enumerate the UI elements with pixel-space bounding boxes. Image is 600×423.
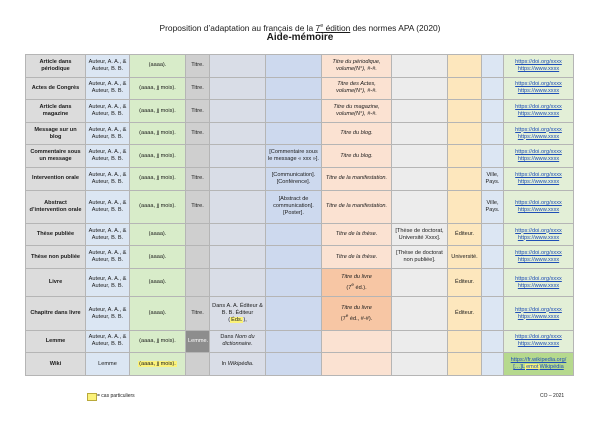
publisher-cell bbox=[448, 190, 482, 223]
web-link[interactable]: https://www.xxxx bbox=[517, 282, 560, 289]
bracket-cell bbox=[266, 122, 322, 145]
author-cell: Auteur, A. A., & Auteur, B. B. bbox=[86, 223, 130, 246]
doi-link[interactable]: https://doi.org/xxxx bbox=[515, 126, 562, 133]
bracket-cell: [Abstract de communication]. [Poster]. bbox=[266, 190, 322, 223]
info-cell bbox=[392, 77, 448, 100]
author-cell: Auteur, A. A., & Auteur, B. B. bbox=[86, 330, 130, 353]
title-cell: Titre. bbox=[186, 297, 210, 330]
web-link[interactable]: https://www.xxxx bbox=[517, 257, 560, 264]
doi-link[interactable]: https://doi.org/xxxx bbox=[515, 199, 562, 206]
author-cell: Auteur, A. A., & Auteur, B. B. bbox=[86, 168, 130, 191]
publisher-cell bbox=[448, 55, 482, 78]
bracket-cell bbox=[266, 55, 322, 78]
source-cell: Titre du blog. bbox=[322, 122, 392, 145]
title-cell: Titre. bbox=[186, 55, 210, 78]
row-type-label: Thèse non publiée bbox=[26, 246, 86, 269]
author-cell: Auteur, A. A., & Auteur, B. B. bbox=[86, 145, 130, 168]
date-cell: (aaaa, jj mois). bbox=[130, 77, 186, 100]
url-cell bbox=[504, 223, 574, 246]
special-case-highlight: Éds. bbox=[231, 317, 243, 324]
title-cell: Titre. bbox=[186, 100, 210, 123]
date-cell: (aaaa). bbox=[130, 269, 186, 297]
row-type-label: Thèse publiée bbox=[26, 223, 86, 246]
table-row bbox=[26, 168, 574, 191]
container-cell bbox=[210, 246, 266, 269]
copyright-note: CO – 2021 bbox=[540, 393, 565, 399]
table-row bbox=[26, 77, 574, 100]
special-case-highlight: (aaaa, jj mois). bbox=[139, 360, 176, 367]
doi-link[interactable]: https://doi.org/xxxx bbox=[515, 250, 562, 257]
url-cell bbox=[504, 190, 574, 223]
date-cell: (aaaa). bbox=[130, 223, 186, 246]
date-cell: (aaaa). bbox=[130, 297, 186, 330]
info-cell bbox=[392, 330, 448, 353]
web-link[interactable]: https://www.xxxx bbox=[517, 341, 560, 348]
source-cell: Titre du blog. bbox=[322, 145, 392, 168]
table-row bbox=[26, 223, 574, 246]
bracket-cell bbox=[266, 297, 322, 330]
doi-link[interactable]: https://doi.org/xxxx bbox=[515, 227, 562, 234]
apa-reference-table bbox=[25, 54, 574, 376]
place-cell bbox=[482, 353, 504, 376]
edition-underline: 7e édition bbox=[315, 22, 351, 33]
page-title: Proposition d’adaptation au français de la 7e édition des normes APA (2020) bbox=[159, 22, 441, 33]
container-cell bbox=[210, 122, 266, 145]
bracket-cell bbox=[266, 353, 322, 376]
url-cell bbox=[504, 122, 574, 145]
container-cell bbox=[210, 55, 266, 78]
url-cell bbox=[504, 246, 574, 269]
title-cell bbox=[186, 223, 210, 246]
container-cell bbox=[210, 145, 266, 168]
date-cell: (aaaa, jj mois). bbox=[130, 330, 186, 353]
title-cell: Titre. bbox=[186, 168, 210, 191]
doi-link[interactable]: https://doi.org/xxxx bbox=[515, 334, 562, 341]
publisher-cell bbox=[448, 353, 482, 376]
container-cell bbox=[210, 269, 266, 297]
row-type-label: Message sur un blog bbox=[26, 122, 86, 145]
bracket-cell bbox=[266, 77, 322, 100]
place-cell: Ville, Pays. bbox=[482, 190, 504, 223]
publisher-cell: Éditeur. bbox=[448, 269, 482, 297]
date-cell: (aaaa, jj mois). bbox=[130, 168, 186, 191]
web-link[interactable]: https://www.xxxx bbox=[517, 88, 560, 95]
info-cell bbox=[392, 353, 448, 376]
row-type-label: Abstract d’intervention orale bbox=[26, 190, 86, 223]
date-cell: (aaaa). bbox=[130, 246, 186, 269]
info-cell bbox=[392, 100, 448, 123]
row-type-label: Lemme bbox=[26, 330, 86, 353]
table-row bbox=[26, 145, 574, 168]
place-cell: Ville, Pays. bbox=[482, 168, 504, 191]
publisher-cell bbox=[448, 330, 482, 353]
container-cell bbox=[210, 223, 266, 246]
row-type-label: Livre bbox=[26, 269, 86, 297]
place-cell bbox=[482, 145, 504, 168]
author-cell: Auteur, A. A., & Auteur, B. B. bbox=[86, 55, 130, 78]
url-cell bbox=[504, 100, 574, 123]
web-link[interactable]: https://www.xxxx bbox=[517, 206, 560, 213]
web-link[interactable]: https://www.xxxx bbox=[517, 65, 560, 72]
info-cell: [Thèse de doctorat non publiée]. bbox=[392, 246, 448, 269]
table-row bbox=[26, 297, 574, 330]
source-cell: Titre du périodique, volume(N°), #-#. bbox=[322, 55, 392, 78]
place-cell bbox=[482, 223, 504, 246]
table-row bbox=[26, 55, 574, 78]
source-cell: Titre des Actes, volume(N°), #-#. bbox=[322, 77, 392, 100]
web-link[interactable]: https://www.xxxx bbox=[517, 133, 560, 140]
table-row bbox=[26, 269, 574, 297]
date-cell: (aaaa, jj mois). bbox=[130, 122, 186, 145]
table-row bbox=[26, 330, 574, 353]
row-type-label: Chapitre dans livre bbox=[26, 297, 86, 330]
doi-link[interactable]: https://doi.org/xxxx bbox=[515, 275, 562, 282]
author-cell: Auteur, A. A., & Auteur, B. B. bbox=[86, 269, 130, 297]
bracket-cell bbox=[266, 269, 322, 297]
wiki-link[interactable]: https://fr.wikipedia.org/ bbox=[510, 357, 567, 364]
place-cell bbox=[482, 330, 504, 353]
url-cell bbox=[504, 353, 574, 376]
bracket-cell: [Commentaire sous le message « xxx »]. bbox=[266, 145, 322, 168]
legend-label: = cas particuliers bbox=[97, 393, 135, 399]
url-cell bbox=[504, 330, 574, 353]
author-cell: Auteur, A. A., & Auteur, B. B. bbox=[86, 100, 130, 123]
url-cell bbox=[504, 168, 574, 191]
table-row bbox=[26, 100, 574, 123]
web-link[interactable]: https://www.xxxx bbox=[517, 156, 560, 163]
url-cell bbox=[504, 269, 574, 297]
info-cell bbox=[392, 297, 448, 330]
info-cell bbox=[392, 145, 448, 168]
source-cell: Titre de la manifestation. bbox=[322, 168, 392, 191]
title-cell: Titre. bbox=[186, 77, 210, 100]
container-cell bbox=[210, 190, 266, 223]
row-type-label: Article dans magazine bbox=[26, 100, 86, 123]
info-cell: [Thèse de doctorat, Université Xxxx]. bbox=[392, 223, 448, 246]
publisher-cell bbox=[448, 100, 482, 123]
info-cell bbox=[392, 122, 448, 145]
row-type-label: Article dans périodique bbox=[26, 55, 86, 78]
page-subtitle: Aide-mémoire bbox=[266, 32, 334, 43]
container-cell bbox=[210, 168, 266, 191]
bracket-cell bbox=[266, 223, 322, 246]
date-cell bbox=[130, 353, 186, 376]
url-cell bbox=[504, 145, 574, 168]
title-cell: Lemme. bbox=[186, 330, 210, 353]
web-link[interactable]: https://www.xxxx bbox=[517, 313, 560, 320]
publisher-cell bbox=[448, 122, 482, 145]
row-type-label: Wiki bbox=[26, 353, 86, 376]
doi-link[interactable]: https://doi.org/xxxx bbox=[515, 58, 562, 65]
source-cell: Titre de la thèse. bbox=[322, 246, 392, 269]
author-cell: Lemme bbox=[86, 353, 130, 376]
place-cell bbox=[482, 246, 504, 269]
source-cell: Titre de la manifestation. bbox=[322, 190, 392, 223]
row-type-label: Actes de Congrès bbox=[26, 77, 86, 100]
date-cell: (aaaa). bbox=[130, 55, 186, 78]
publisher-cell bbox=[448, 145, 482, 168]
doi-link[interactable]: https://doi.org/xxxx bbox=[515, 104, 562, 111]
place-cell bbox=[482, 122, 504, 145]
doi-link[interactable]: https://doi.org/xxxx bbox=[515, 149, 562, 156]
source-cell: Titre du magazine, volume(N°), #-#. bbox=[322, 100, 392, 123]
author-cell: Auteur, A. A., & Auteur, B. B. bbox=[86, 246, 130, 269]
web-link[interactable]: https://www.xxxx bbox=[517, 234, 560, 241]
web-link[interactable]: https://www.xxxx bbox=[517, 111, 560, 118]
info-cell bbox=[392, 190, 448, 223]
doi-link[interactable]: https://doi.org/xxxx bbox=[515, 306, 562, 313]
url-cell bbox=[504, 297, 574, 330]
date-cell: (aaaa, jj mois). bbox=[130, 145, 186, 168]
doi-link[interactable]: https://doi.org/xxxx bbox=[515, 171, 562, 178]
publisher-cell: Éditeur. bbox=[448, 223, 482, 246]
publisher-cell: Université. bbox=[448, 246, 482, 269]
place-cell bbox=[482, 297, 504, 330]
title-cell bbox=[186, 145, 210, 168]
author-cell: Auteur, A. A., & Auteur, B. B. bbox=[86, 190, 130, 223]
wiki-link-tail[interactable]: […]LemotWikipédia bbox=[513, 364, 564, 371]
table-row bbox=[26, 353, 574, 376]
bracket-cell bbox=[266, 100, 322, 123]
legend-swatch bbox=[87, 393, 97, 401]
url-cell bbox=[504, 55, 574, 78]
title-cell bbox=[186, 353, 210, 376]
place-cell bbox=[482, 269, 504, 297]
info-cell bbox=[392, 269, 448, 297]
publisher-cell bbox=[448, 77, 482, 100]
author-cell: Auteur, A. A., & Auteur, B. B. bbox=[86, 297, 130, 330]
publisher-cell bbox=[448, 168, 482, 191]
bracket-cell bbox=[266, 246, 322, 269]
info-cell bbox=[392, 168, 448, 191]
info-cell bbox=[392, 55, 448, 78]
table-row bbox=[26, 190, 574, 223]
date-cell: (aaaa, jj mois). bbox=[130, 100, 186, 123]
date-cell: (aaaa, jj mois). bbox=[130, 190, 186, 223]
container-cell: In Wikipédia. bbox=[210, 353, 266, 376]
place-cell bbox=[482, 55, 504, 78]
title-cell bbox=[186, 269, 210, 297]
title-cell: Titre. bbox=[186, 190, 210, 223]
url-cell bbox=[504, 77, 574, 100]
table-row bbox=[26, 122, 574, 145]
place-cell bbox=[482, 100, 504, 123]
publisher-cell: Éditeur. bbox=[448, 297, 482, 330]
container-cell bbox=[210, 77, 266, 100]
web-link[interactable]: https://www.xxxx bbox=[517, 178, 560, 185]
container-cell: Dans Nom du dictionnaire. bbox=[210, 330, 266, 353]
author-cell: Auteur, A. A., & Auteur, B. B. bbox=[86, 122, 130, 145]
source-cell bbox=[322, 330, 392, 353]
source-cell bbox=[322, 353, 392, 376]
row-type-label: Commentaire sous un message bbox=[26, 145, 86, 168]
row-type-label: Intervention orale bbox=[26, 168, 86, 191]
source-cell: Titre du livre (7e éd., #-#). bbox=[322, 297, 392, 330]
author-cell: Auteur, A. A., & Auteur, B. B. bbox=[86, 77, 130, 100]
place-cell bbox=[482, 77, 504, 100]
title-cell bbox=[186, 246, 210, 269]
container-cell: Dans A. A. Éditeur & B. B. Éditeur Éds.), bbox=[210, 297, 266, 330]
title-cell: Titre. bbox=[186, 122, 210, 145]
source-cell: Titre de la thèse. bbox=[322, 223, 392, 246]
table-row bbox=[26, 246, 574, 269]
container-cell bbox=[210, 100, 266, 123]
bracket-cell: [Communication]. [Conférence]. bbox=[266, 168, 322, 191]
bracket-cell bbox=[266, 330, 322, 353]
source-cell: Titre du livre (7e éd.). bbox=[322, 269, 392, 297]
doi-link[interactable]: https://doi.org/xxxx bbox=[515, 81, 562, 88]
